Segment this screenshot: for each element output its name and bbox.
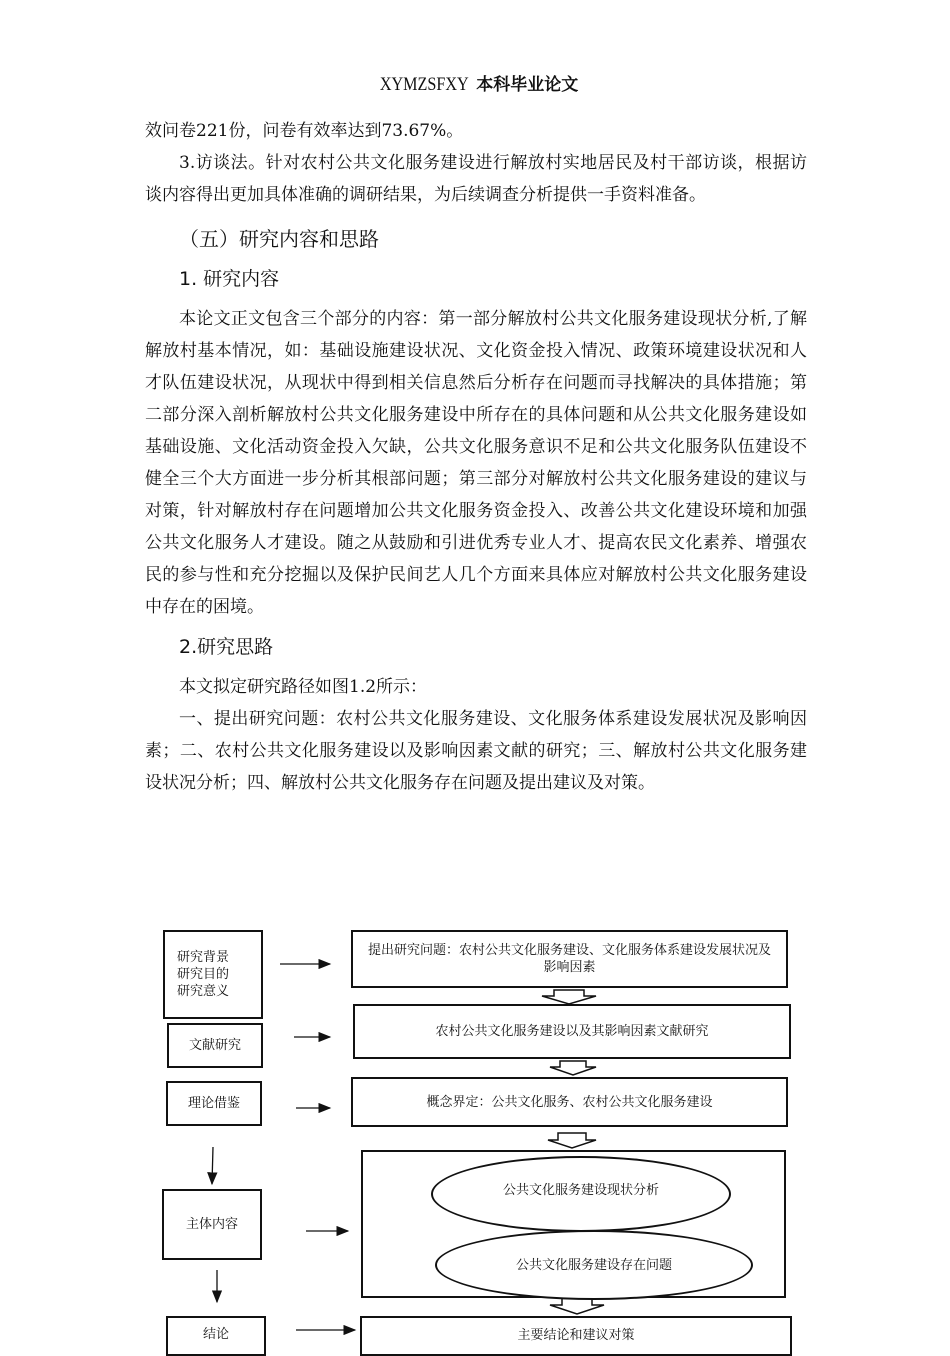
paragraph-survey-result: 效问卷221份，问卷有效率达到73.67%。 [145, 121, 464, 141]
flow-ellipse-problems [435, 1230, 753, 1300]
page-header [0, 70, 950, 96]
flow-label-purpose: 研究目的 [177, 967, 230, 982]
flow-box-conclusion [166, 1316, 266, 1356]
subheading-research-approach: 2.研究思路 [179, 636, 274, 658]
flow-box-conclusions [360, 1316, 792, 1356]
flow-box-background [163, 930, 263, 1019]
flow-box-research-question [351, 930, 788, 988]
header-school-code: XYMZSFXY [379, 74, 469, 95]
flow-label-significance: 研究意义 [177, 984, 230, 999]
flow-box-main-analysis [361, 1150, 786, 1298]
flow-box-literature [167, 1023, 263, 1068]
flow-label-concept-definition: 概念界定：公共文化服务、农村公共文化服务建设 [426, 1094, 713, 1110]
document-body [145, 115, 807, 799]
paragraph-interview-method: 3.访谈法。针对农村公共文化服务建设进行解放村实地居民及村干部访谈，根据访谈内容得出更加具体准确的调研结果，为后续调查分析提供一手资料准备。 [145, 153, 807, 205]
flow-label-status-analysis: 公共文化服务建设现状分析 [502, 1183, 659, 1198]
flow-box-main-content [162, 1189, 262, 1260]
flow-box-concept-definition [351, 1077, 788, 1127]
paragraph-figure-reference: 本文拟定研究路径如图1.2所示： [179, 677, 428, 697]
flow-label-literature-review: 农村公共文化服务建设以及其影响因素文献研究 [435, 1024, 709, 1039]
flow-label-problems: 公共文化服务建设存在问题 [515, 1257, 672, 1273]
flow-box-literature-review [353, 1004, 791, 1059]
flow-label-research-question: 提出研究问题：农村公共文化服务建设、文化服务体系建设发展状况及影响因素 [367, 943, 771, 975]
paragraph-research-content: 本论文正文包含三个部分的内容：第一部分解放村公共文化服务建设现状分析,了解解放村基本情况，如：基础设施建设状况、文化资金投入情况、政策环境建设状况和人才队伍建设状况，从现状中得到相关信息然后分析存在问题而寻找解决的具体措施；第二部分深入剖析解放村公共文化服务建设中所存在的具体问题和从公共文化服务建设如基础设施、文化活动资金投入欠缺，公共文化服务意识不足和公共文化服务队伍建设不健全三个大方面进一步分析其根部问题；第三部分对解放村公共文化服务建设的建议与对策，针对解放村存在问题增加公共文化服务资金投入、改善公共文化建设环境和加强公共文化服务人才建设。随之从鼓励和引进优秀专业人才、提高农民文化素养、增强农民的参与性和充分挖掘以及保护民间艺人几个方面来具体应对解放村公共文化服务建设中存在的困境。 [145, 309, 807, 617]
flow-ellipse-status-analysis [431, 1156, 731, 1232]
flow-label-literature: 文献研究 [188, 1038, 241, 1053]
flow-label-main-content: 主体内容 [185, 1217, 238, 1232]
subheading-research-content: 1. 研究内容 [179, 268, 280, 290]
flow-box-theory [166, 1081, 262, 1126]
flow-label-theory: 理论借鉴 [187, 1096, 240, 1111]
flow-label-conclusions: 主要结论和建议对策 [517, 1328, 635, 1343]
flow-label-conclusion: 结论 [202, 1327, 229, 1342]
section-heading-research-content-and-approach: （五）研究内容和思路 [179, 227, 379, 251]
header-title: 本科毕业论文 [476, 75, 579, 95]
paragraph-research-steps: 一、提出研究问题：农村公共文化服务建设、文化服务体系建设发展状况及影响因素；二、农村公共文化服务建设以及影响因素文献的研究；三、解放村公共文化服务建设状况分析；四、解放村公共文化服务存在问题及提出建议及对策。 [145, 709, 807, 793]
flow-label-background: 研究背景 [177, 950, 230, 965]
